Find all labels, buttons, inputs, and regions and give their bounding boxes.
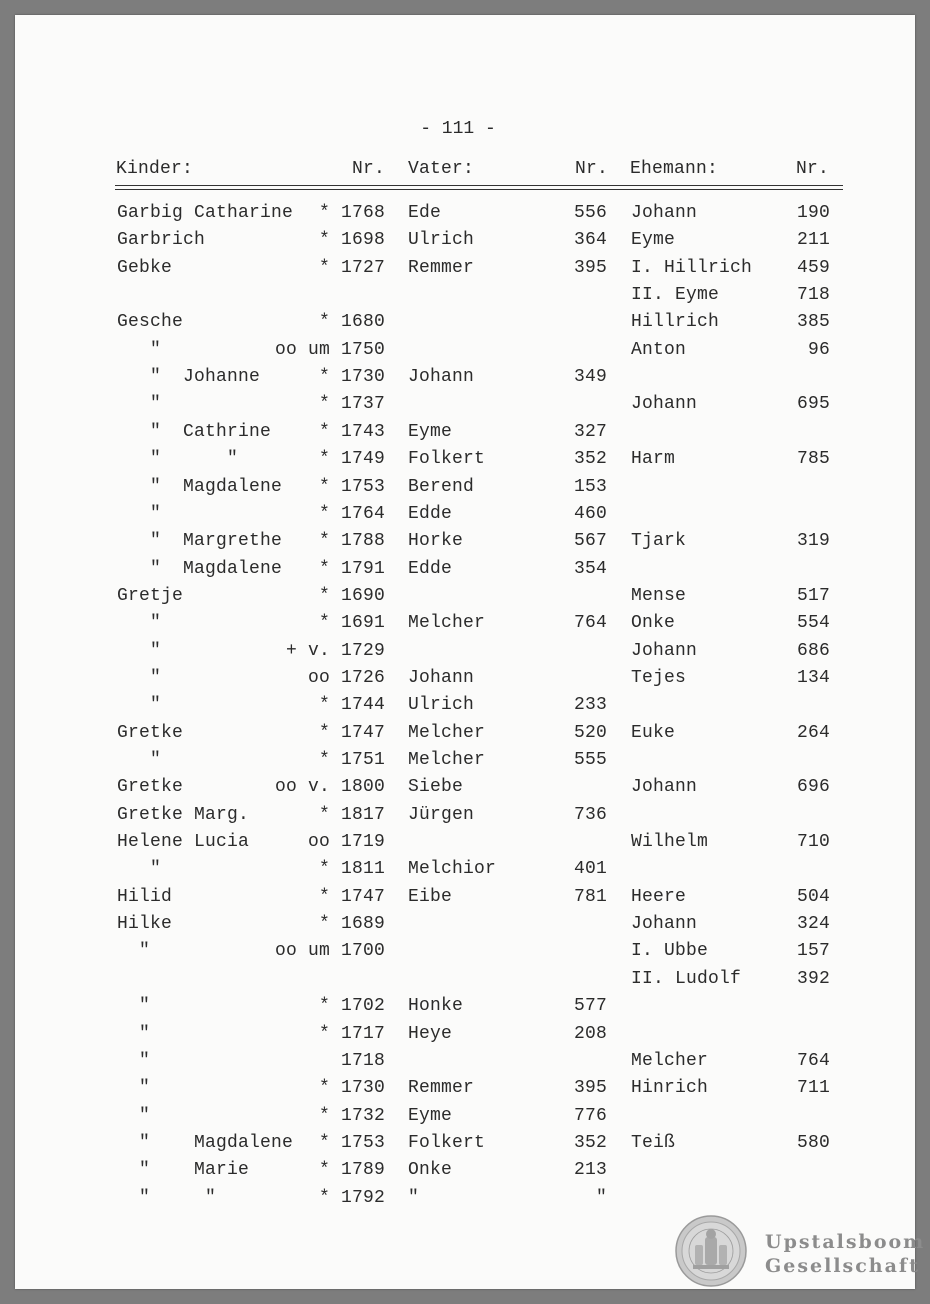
row-husband-nr: 696: [796, 777, 830, 797]
row-year: 1719: [341, 832, 386, 852]
row-name: " Magdalene: [117, 477, 283, 497]
row-father: Ede: [408, 203, 442, 223]
row-mark: *: [318, 230, 330, 250]
row-mark: *: [318, 367, 330, 387]
row-mark: *: [318, 504, 330, 524]
row-father-nr: 401: [573, 859, 607, 879]
row-mark: *: [318, 586, 330, 606]
row-husband: Johann: [631, 394, 698, 414]
row-year: 1751: [341, 750, 386, 770]
row-father: Ulrich: [408, 695, 475, 715]
row-husband-nr: 517: [796, 586, 830, 606]
row-husband: Anton: [631, 340, 687, 360]
row-husband: I. Ubbe: [631, 941, 709, 961]
row-husband-nr: 554: [796, 613, 830, 633]
row-name: ": [117, 859, 162, 879]
header-children: Kinder:: [116, 159, 194, 179]
row-father-nr: ": [595, 1188, 607, 1208]
row-mark: *: [318, 449, 330, 469]
row-name: ": [117, 504, 162, 524]
row-name: Gretke: [117, 777, 184, 797]
row-mark: *: [318, 805, 330, 825]
row-husband: Hillrich: [631, 312, 720, 332]
row-husband: Tjark: [631, 531, 687, 551]
row-father-nr: 349: [573, 367, 607, 387]
row-name: " Cathrine: [117, 422, 272, 442]
row-mark: *: [318, 1024, 330, 1044]
row-husband-nr: 785: [796, 449, 830, 469]
row-year: 1800: [341, 777, 386, 797]
row-name: Gesche: [117, 312, 184, 332]
row-year: 1702: [341, 996, 386, 1016]
row-year: 1727: [341, 258, 386, 278]
row-year: 1718: [341, 1051, 386, 1071]
row-father: Melchior: [408, 859, 497, 879]
row-name: ": [117, 641, 162, 661]
row-husband: Eyme: [631, 230, 676, 250]
row-father: Melcher: [408, 750, 486, 770]
row-name: Hilke: [117, 914, 173, 934]
row-name: ": [117, 613, 162, 633]
row-mark: *: [318, 1106, 330, 1126]
society-seal-icon: [675, 1215, 747, 1287]
row-name: ": [117, 1106, 151, 1126]
row-husband-nr: 580: [796, 1133, 830, 1153]
row-father: ": [408, 1188, 420, 1208]
row-year: 1750: [341, 340, 386, 360]
row-father-nr: 208: [573, 1024, 607, 1044]
header-nr-husband: Nr.: [796, 159, 830, 179]
row-year: 1691: [341, 613, 386, 633]
row-husband-nr: 718: [796, 285, 830, 305]
header-husband: Ehemann:: [630, 159, 719, 179]
row-husband-nr: 324: [796, 914, 830, 934]
row-mark: *: [318, 203, 330, 223]
row-father-nr: 233: [573, 695, 607, 715]
row-name: ": [117, 394, 162, 414]
row-father-nr: 352: [573, 1133, 607, 1153]
row-mark: *: [318, 723, 330, 743]
row-father-nr: 327: [573, 422, 607, 442]
row-name: " Johanne: [117, 367, 261, 387]
row-year: 1764: [341, 504, 386, 524]
row-mark: *: [318, 394, 330, 414]
society-name-line2: Gesellschaft: [765, 1255, 920, 1277]
row-father-nr: 395: [573, 1078, 607, 1098]
row-year: 1753: [341, 1133, 386, 1153]
row-year: 1698: [341, 230, 386, 250]
row-husband-nr: 96: [807, 340, 830, 360]
row-name: " Magdalene: [117, 559, 283, 579]
row-husband: Onke: [631, 613, 676, 633]
row-father-nr: 781: [573, 887, 607, 907]
row-name: Hilid: [117, 887, 173, 907]
row-year: 1747: [341, 887, 386, 907]
row-father: Eibe: [408, 887, 453, 907]
row-husband-nr: 134: [796, 668, 830, 688]
row-father: Siebe: [408, 777, 464, 797]
row-year: 1737: [341, 394, 386, 414]
row-husband-nr: 459: [796, 258, 830, 278]
row-mark: oo: [307, 832, 330, 852]
row-father: Berend: [408, 477, 475, 497]
row-husband: II. Eyme: [631, 285, 720, 305]
row-year: 1788: [341, 531, 386, 551]
row-name: Helene Lucia: [117, 832, 250, 852]
row-father-nr: 352: [573, 449, 607, 469]
row-mark: *: [318, 859, 330, 879]
row-father-nr: 776: [573, 1106, 607, 1126]
row-year: 1743: [341, 422, 386, 442]
row-husband: Tejes: [631, 668, 687, 688]
row-husband: Teiß: [631, 1133, 676, 1153]
row-mark: *: [318, 1133, 330, 1153]
row-husband: Johann: [631, 914, 698, 934]
row-husband-nr: 319: [796, 531, 830, 551]
row-name: ": [117, 996, 151, 1016]
row-father: Edde: [408, 559, 453, 579]
row-husband-nr: 686: [796, 641, 830, 661]
row-year: 1729: [341, 641, 386, 661]
row-year: 1726: [341, 668, 386, 688]
row-mark: *: [318, 312, 330, 332]
row-name: " ": [117, 1188, 217, 1208]
row-husband-nr: 392: [796, 969, 830, 989]
row-husband: I. Hillrich: [631, 258, 753, 278]
row-name: Garbrich: [117, 230, 206, 250]
row-father: Johann: [408, 367, 475, 387]
header-nr-children: Nr.: [352, 159, 386, 179]
row-name: Gretke: [117, 723, 184, 743]
row-name: ": [117, 695, 162, 715]
row-mark: *: [318, 750, 330, 770]
row-year: 1811: [341, 859, 386, 879]
row-husband: Johann: [631, 203, 698, 223]
row-husband-nr: 504: [796, 887, 830, 907]
row-name: Gebke: [117, 258, 173, 278]
row-husband: Heere: [631, 887, 687, 907]
row-year: 1690: [341, 586, 386, 606]
row-husband-nr: 695: [796, 394, 830, 414]
row-year: 1744: [341, 695, 386, 715]
row-mark: *: [318, 258, 330, 278]
row-year: 1749: [341, 449, 386, 469]
row-mark: oo v.: [274, 777, 330, 797]
row-husband-nr: 264: [796, 723, 830, 743]
row-year: 1680: [341, 312, 386, 332]
row-father: Melcher: [408, 723, 486, 743]
row-husband: Wilhelm: [631, 832, 709, 852]
row-husband: Hinrich: [631, 1078, 709, 1098]
row-father-nr: 354: [573, 559, 607, 579]
row-husband-nr: 211: [796, 230, 830, 250]
row-father: Eyme: [408, 422, 453, 442]
row-father-nr: 764: [573, 613, 607, 633]
row-father: Honke: [408, 996, 464, 1016]
row-husband: Johann: [631, 777, 698, 797]
row-husband-nr: 190: [796, 203, 830, 223]
document-page: [15, 15, 926, 1289]
row-year: 1730: [341, 1078, 386, 1098]
row-father: Melcher: [408, 613, 486, 633]
row-mark: oo: [307, 668, 330, 688]
row-mark: *: [318, 531, 330, 551]
row-name: " Marie: [117, 1160, 250, 1180]
row-father-nr: 567: [573, 531, 607, 551]
row-father: Folkert: [408, 1133, 486, 1153]
society-name-line1: Upstalsboom: [765, 1231, 926, 1253]
row-year: 1768: [341, 203, 386, 223]
row-father: Ulrich: [408, 230, 475, 250]
row-year: 1791: [341, 559, 386, 579]
row-father-nr: 577: [573, 996, 607, 1016]
row-mark: *: [318, 559, 330, 579]
row-father: Johann: [408, 668, 475, 688]
row-mark: *: [318, 422, 330, 442]
row-mark: *: [318, 1078, 330, 1098]
row-father-nr: 213: [573, 1160, 607, 1180]
row-husband-nr: 711: [796, 1078, 830, 1098]
row-father: Eyme: [408, 1106, 453, 1126]
row-father-nr: 736: [573, 805, 607, 825]
row-father: Heye: [408, 1024, 453, 1044]
row-name: ": [117, 750, 162, 770]
row-mark: *: [318, 1160, 330, 1180]
row-name: Gretke Marg.: [117, 805, 250, 825]
row-husband: II. Ludolf: [631, 969, 742, 989]
row-name: ": [117, 1024, 151, 1044]
row-year: 1717: [341, 1024, 386, 1044]
row-year: 1789: [341, 1160, 386, 1180]
row-name: ": [117, 1078, 151, 1098]
row-year: 1689: [341, 914, 386, 934]
row-father: Edde: [408, 504, 453, 524]
row-name: " ": [117, 449, 239, 469]
row-name: ": [117, 941, 151, 961]
row-father-nr: 556: [573, 203, 607, 223]
row-year: 1700: [341, 941, 386, 961]
row-husband: Melcher: [631, 1051, 709, 1071]
row-name: Garbig Catharine: [117, 203, 294, 223]
row-mark: *: [318, 914, 330, 934]
row-year: 1753: [341, 477, 386, 497]
row-name: ": [117, 1051, 151, 1071]
row-husband-nr: 710: [796, 832, 830, 852]
row-husband: Mense: [631, 586, 687, 606]
row-mark: *: [318, 887, 330, 907]
row-husband: Euke: [631, 723, 676, 743]
header-nr-father: Nr.: [575, 159, 609, 179]
row-mark: + v.: [285, 641, 330, 661]
row-name: " Magdalene: [117, 1133, 294, 1153]
row-husband-nr: 385: [796, 312, 830, 332]
row-father: Onke: [408, 1160, 453, 1180]
row-mark: *: [318, 1188, 330, 1208]
row-father-nr: 520: [573, 723, 607, 743]
row-mark: oo um: [274, 340, 330, 360]
row-name: ": [117, 340, 162, 360]
row-mark: *: [318, 996, 330, 1016]
row-year: 1792: [341, 1188, 386, 1208]
row-father: Folkert: [408, 449, 486, 469]
row-father-nr: 364: [573, 230, 607, 250]
row-year: 1817: [341, 805, 386, 825]
row-husband: Harm: [631, 449, 676, 469]
row-father-nr: 395: [573, 258, 607, 278]
row-father-nr: 555: [573, 750, 607, 770]
row-mark: *: [318, 613, 330, 633]
row-name: Gretje: [117, 586, 184, 606]
row-year: 1747: [341, 723, 386, 743]
header-rule-bottom: [115, 189, 843, 190]
row-husband-nr: 764: [796, 1051, 830, 1071]
row-year: 1730: [341, 367, 386, 387]
row-mark: *: [318, 477, 330, 497]
row-husband: Johann: [631, 641, 698, 661]
row-father: Jürgen: [408, 805, 475, 825]
row-father-nr: 153: [573, 477, 607, 497]
row-name: ": [117, 668, 162, 688]
row-name: " Margrethe: [117, 531, 283, 551]
row-mark: oo um: [274, 941, 330, 961]
row-father: Horke: [408, 531, 464, 551]
row-year: 1732: [341, 1106, 386, 1126]
society-logo-text: [765, 1230, 925, 1278]
page-number: - 111 -: [420, 119, 496, 139]
row-husband-nr: 157: [796, 941, 830, 961]
header-father: Vater:: [408, 159, 475, 179]
header-rule-top: [115, 185, 843, 186]
row-father: Remmer: [408, 1078, 475, 1098]
row-mark: *: [318, 695, 330, 715]
row-father: Remmer: [408, 258, 475, 278]
row-father-nr: 460: [573, 504, 607, 524]
